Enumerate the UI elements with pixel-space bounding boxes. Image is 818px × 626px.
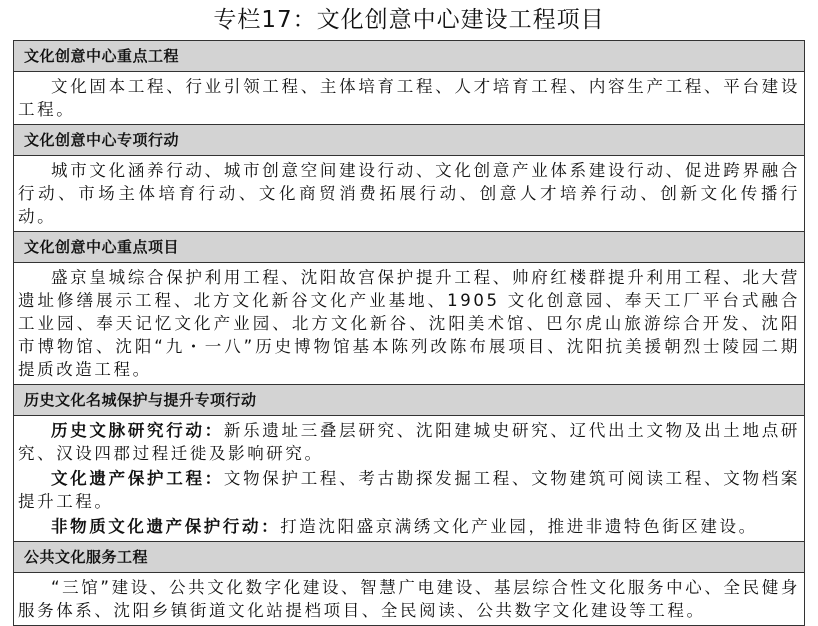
section-heading: 文化创意中心重点工程	[14, 41, 804, 71]
paragraph-text: 打造沈阳盛京满绣文化产业园，推进非遗特色街区建设。	[280, 517, 758, 536]
section-body	[14, 71, 804, 124]
section-heading: 公共文化服务工程	[14, 541, 804, 572]
paragraph	[18, 576, 800, 622]
paragraph-label: 非物质文化遗产保护行动：	[51, 517, 281, 536]
paragraph-text: 文化固本工程、行业引领工程、主体培育工程、人才培育工程、内容生产工程、平台建设工程。	[18, 77, 800, 119]
paragraph	[18, 467, 800, 513]
section-heading: 文化创意中心专项行动	[14, 124, 804, 155]
paragraph	[18, 266, 800, 381]
paragraph	[18, 75, 800, 121]
section-body	[14, 155, 804, 231]
project-table	[13, 40, 805, 626]
paragraph-label: 文化遗产保护工程：	[51, 469, 224, 488]
paragraph-text: 文物保护工程、考古勘探发掘工程、文物建筑可阅读工程、文物档案提升工程。	[18, 469, 800, 511]
paragraph-text: 城市文化涵养行动、城市创意空间建设行动、文化创意产业体系建设行动、促进跨界融合行动、市场主体培育行动、文化商贸消费拓展行动、创意人才培养行动、创新文化传播行动。	[18, 161, 800, 226]
paragraph-label: 历史文脉研究行动：	[51, 421, 224, 440]
paragraph	[18, 419, 800, 465]
page-title: 专栏17：文化创意中心建设工程项目	[213, 7, 605, 33]
section-heading: 文化创意中心重点项目	[14, 231, 804, 262]
section-heading: 历史文化名城保护与提升专项行动	[14, 384, 804, 415]
paragraph-text: 盛京皇城综合保护利用工程、沈阳故宫保护提升工程、帅府红楼群提升利用工程、北大营遗址修缮展示工程、北方文化新谷文化产业基地、1905 文化创意园、奉天工厂平台式融合工业园、奉天记忆文化产业园、北方文化新谷、沈阳美术馆、巴尔虎山旅游综合开发、沈阳市博物馆、沈阳“九・一八”历史博物馆基本陈列改陈布展项目、沈阳抗美援朝烈士陵园二期提质改造工程。	[18, 268, 800, 379]
paragraph-text: “三馆”建设、公共文化数字化建设、智慧广电建设、基层综合性文化服务中心、全民健身服务体系、沈阳乡镇街道文化站提档项目、全民阅读、公共数字文化建设等工程。	[18, 578, 800, 620]
section-body	[14, 572, 804, 625]
paragraph	[18, 159, 800, 228]
paragraph	[18, 515, 800, 538]
paragraph-text: 新乐遗址三叠层研究、沈阳建城史研究、辽代出土文物及出土地点研究、汉设四郡过程迁徙及影响研究。	[18, 421, 800, 463]
section-body	[14, 262, 804, 384]
section-body	[14, 415, 804, 541]
